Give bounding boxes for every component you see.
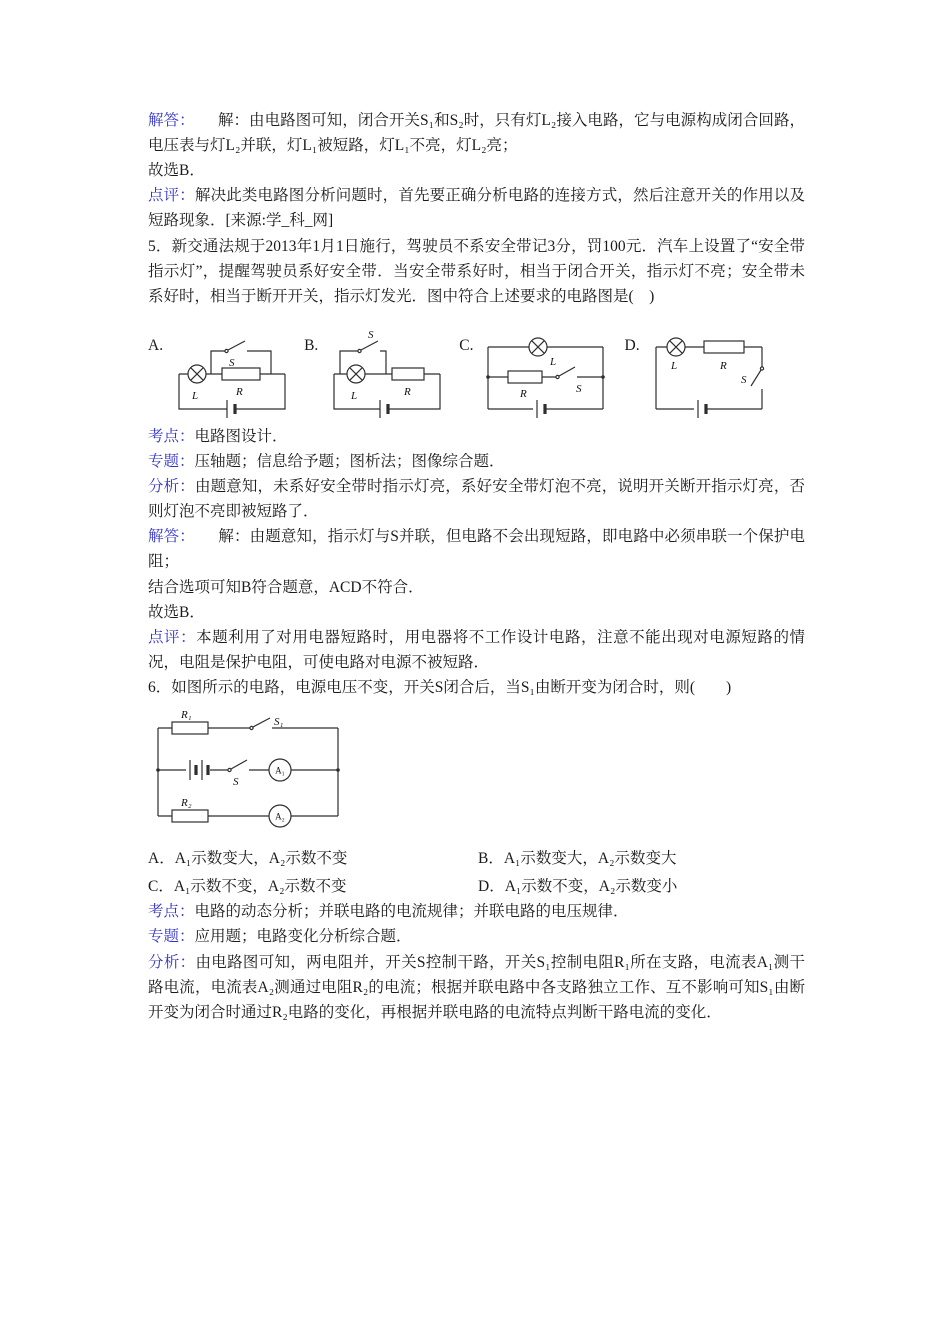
fenxi-1-label: 分析： <box>148 478 195 496</box>
q5-option-b <box>304 319 447 424</box>
kaodian-paragraph-1 <box>148 424 805 449</box>
resistor-label: R <box>236 385 243 398</box>
q5-option-diagrams <box>148 319 805 424</box>
switch-arm-icon <box>228 341 245 350</box>
q6-option-a: A．A₁示数变大，A₂示数不变 <box>148 850 348 868</box>
resistor-r2-label: R₂ <box>181 797 192 810</box>
conclusion-2: 故选B． <box>148 603 205 621</box>
comment-paragraph-2 <box>148 625 805 675</box>
ammeter-a1-label: A₁ <box>275 765 285 776</box>
answer-paragraph-1 <box>148 108 805 158</box>
fenxi-paragraph-2 <box>148 950 805 1025</box>
circuit-diagram-option-d <box>644 319 769 424</box>
answer-2-text: 解：由题意知，指示灯与S并联，但电路不会出现短路，即电路中必须串联一个保护电阻； <box>148 528 805 571</box>
q6-circuit-figure <box>148 708 805 832</box>
comment-1-text: 解决此类电路图分析问题时，首先要正确分析电路的连接方式，然后注意开关的作用以及短路现象．[来源:学_科_网] <box>148 187 805 230</box>
circuit-diagram-q6 <box>148 708 348 832</box>
junction-dot <box>336 768 340 772</box>
kaodian-2-text: 电路的动态分析；并联电路的电流规律；并联电路的电压规律． <box>194 903 629 921</box>
switch-arm-icon <box>361 341 378 350</box>
zhuanti-1-text: 压轴题；信息给予题；图析法；图像综合题． <box>194 452 505 470</box>
switch-pivot-icon <box>225 349 228 352</box>
switch-arm-icon <box>751 370 761 386</box>
kaodian-1-text: 电路图设计． <box>194 427 288 445</box>
lamp-label: L <box>351 389 358 402</box>
q6-options <box>148 846 805 899</box>
answer-paragraph-2 <box>148 524 805 574</box>
ammeter-a2-label: A₂ <box>275 811 285 822</box>
fenxi-2-label: 分析： <box>148 953 196 971</box>
switch-s-arm-icon <box>231 760 247 769</box>
junction-dot <box>156 768 160 772</box>
circuit-q6-wires <box>156 718 340 827</box>
circuit-a-wires <box>179 341 285 418</box>
q5-option-b-letter: B. <box>304 336 319 354</box>
switch-label: S <box>229 356 235 369</box>
q6-option-b: B．A₁示数变大，A₂示数变大 <box>478 850 677 868</box>
answer-1-label: 解答： <box>148 112 187 129</box>
junction-dot <box>601 375 605 379</box>
comment-2-label: 点评： <box>148 628 197 646</box>
circuit-b-wires <box>334 341 440 418</box>
resistor-label: R <box>519 387 527 400</box>
zhuanti-paragraph-1 <box>148 449 805 474</box>
q5-option-d <box>625 319 769 424</box>
fenxi-2-text: 由电路图可知，两电阻并，开关S控制干路，开关S₁控制电阻R₁所在支路，电流表A₁测干路电流，电流表A₂测通过电阻R₂的电流；根据并联电路中各支路独立工作、互不影响可知S₁由断开变为闭合时通过R₂电路的变化，再根据并联电路的电流特点判断干路电流的变化． <box>148 953 805 1021</box>
switch-pivot-icon <box>760 367 763 370</box>
resistor-label: R <box>719 359 727 372</box>
switch-label: S <box>740 373 747 386</box>
resistor-r2-icon <box>172 810 208 822</box>
junction-dot <box>486 375 490 379</box>
switch-label: S <box>575 382 582 395</box>
circuit-diagram-option-c <box>478 319 613 424</box>
lamp-label: L <box>192 389 199 402</box>
question-6-text: 6．如图所示的电路，电源电压不变，开关S闭合后，当S₁由断开变为闭合时，则( ) <box>148 678 732 696</box>
answer-1-text: 解：由电路图可知，闭合开关S₁和S₂时，只有灯L₂接入电路，它与电源构成闭合回路，电压表与灯L₂并联，灯L₁被短路，灯L₁不亮，灯L₂亮； <box>148 112 805 155</box>
kaodian-2-label: 考点： <box>148 903 195 921</box>
question-5-text: 5．新交通法规于2013年1月1日施行，驾驶员不系安全带记3分，罚100元．汽车上设置了“安全带指示灯”，提醒驾驶员系好安全带．当安全带系好时，相当于闭合开关，指示灯不亮；安全带未系好时，相当于断开开关，指示灯发光．图中符合上述要求的电路图是( ) <box>148 237 805 305</box>
switch-arm-icon <box>559 367 575 376</box>
q6-option-d: D．A₁示数不变，A₂示数变小 <box>478 878 678 896</box>
lamp-label: L <box>549 355 556 368</box>
zhuanti-1-label: 专题： <box>148 452 195 470</box>
comment-2-text: 本题利用了对用电器短路时，用电器将不工作设计电路，注意不能出现对电源短路的情况，电阻是保护电阻，可使电路对电源不被短路． <box>148 628 805 671</box>
circuit-diagram-option-a <box>167 319 292 424</box>
resistor-r1-icon <box>172 722 208 734</box>
q5-option-c-letter: C. <box>459 336 474 354</box>
circuit-d-wires <box>656 338 764 418</box>
conclusion-1: 故选B． <box>148 162 205 180</box>
comment-1-label: 点评： <box>148 187 195 205</box>
zhuanti-2-text: 应用题；电路变化分析综合题． <box>194 928 412 946</box>
switch-s1-arm-icon <box>253 718 270 727</box>
resistor-r1-label: R₁ <box>181 709 192 722</box>
switch-s1-label: S₁ <box>274 716 284 729</box>
switch-s-pivot-icon <box>228 768 231 771</box>
fenxi-paragraph-1 <box>148 474 805 524</box>
resistor-icon <box>704 341 744 353</box>
q5-option-d-letter: D. <box>624 336 640 354</box>
circuit-diagram-option-b <box>322 319 447 424</box>
switch-pivot-icon <box>555 375 558 378</box>
kaodian-1-label: 考点： <box>148 427 195 445</box>
q6-option-c: C．A₁示数不变，A₂示数不变 <box>148 878 347 896</box>
q5-option-c <box>459 319 612 424</box>
answer-2-label: 解答： <box>148 528 188 546</box>
kaodian-paragraph-2 <box>148 899 805 924</box>
resistor-icon <box>222 368 260 380</box>
resistor-icon <box>392 368 424 380</box>
zhuanti-2-label: 专题： <box>148 928 195 946</box>
resistor-icon <box>508 371 542 383</box>
switch-label: S <box>368 328 374 341</box>
lamp-label: L <box>670 359 677 372</box>
q5-option-a-letter: A. <box>148 336 164 354</box>
switch-s-label: S <box>233 776 239 789</box>
comment-paragraph-1 <box>148 183 805 233</box>
switch-pivot-icon <box>358 349 361 352</box>
zhuanti-paragraph-2 <box>148 924 805 949</box>
answer-2-line: 结合选项可知B符合题意，ACD不符合． <box>148 578 424 596</box>
circuit-c-wires <box>486 338 605 418</box>
switch-s1-pivot-icon <box>250 726 253 729</box>
fenxi-1-text: 由题意知，未系好安全带时指示灯亮，系好安全带灯泡不亮，说明开关断开指示灯亮，否则灯泡不亮即被短路了． <box>148 478 805 521</box>
q5-option-a <box>148 319 292 424</box>
resistor-label: R <box>404 385 412 398</box>
